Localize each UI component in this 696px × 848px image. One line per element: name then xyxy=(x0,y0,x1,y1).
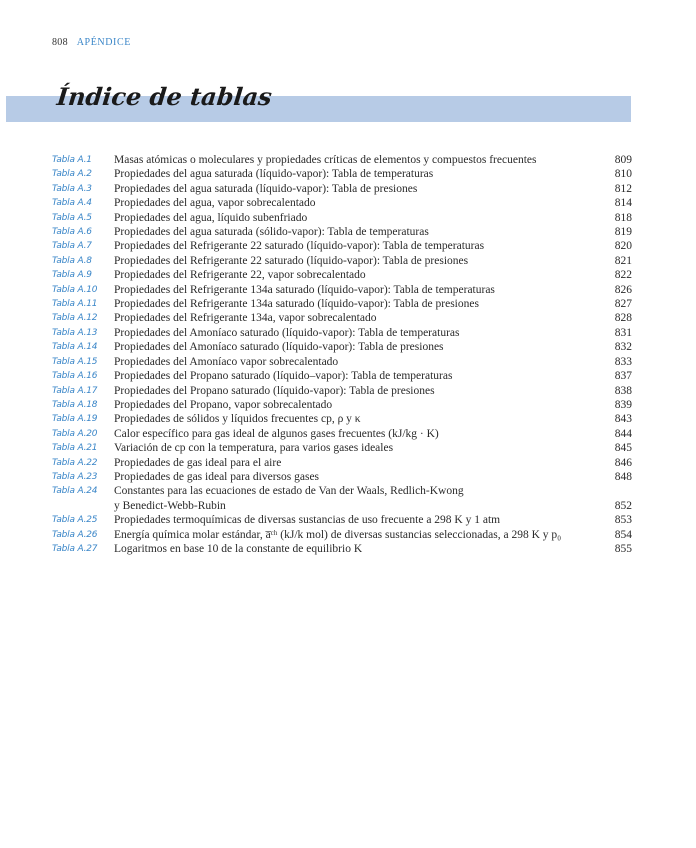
table-label: Tabla A.20 xyxy=(52,428,98,439)
table-page-number: 822 xyxy=(614,269,632,282)
toc-entry[interactable] xyxy=(52,412,632,426)
table-of-contents xyxy=(52,153,632,556)
table-page-number: 852 xyxy=(614,499,632,512)
table-title: Logaritmos en base 10 de la constante de equilibrio K xyxy=(114,542,363,555)
table-title: Propiedades del Amoníaco vapor sobrecalentado xyxy=(114,355,339,368)
table-page-number: 846 xyxy=(614,456,632,469)
running-head xyxy=(52,37,131,48)
table-title: Propiedades del Refrigerante 22, vapor sobrecalentado xyxy=(114,269,366,282)
toc-entry[interactable] xyxy=(52,182,632,196)
toc-entry[interactable] xyxy=(52,326,632,340)
table-label: Tabla A.3 xyxy=(52,183,92,194)
table-title: Propiedades del Amoníaco saturado (líquido-vapor): Tabla de presiones xyxy=(114,341,444,354)
table-label: Tabla A.17 xyxy=(52,385,98,396)
table-page-number: 832 xyxy=(614,341,632,354)
table-label: Tabla A.26 xyxy=(52,529,98,540)
toc-entry[interactable] xyxy=(52,254,632,268)
table-label: Tabla A.7 xyxy=(52,241,92,252)
table-label: Tabla A.5 xyxy=(52,212,92,223)
toc-entry[interactable] xyxy=(52,167,632,181)
table-page-number: 809 xyxy=(614,154,632,166)
toc-entry[interactable] xyxy=(52,398,632,412)
table-page-number: 818 xyxy=(614,211,632,224)
toc-entry[interactable] xyxy=(52,499,632,513)
table-page-number: 845 xyxy=(614,442,632,455)
table-title: Propiedades del Refrigerante 22 saturado (líquido-vapor): Tabla de presiones xyxy=(114,254,469,267)
table-page-number: 820 xyxy=(614,240,632,253)
table-page-number: 853 xyxy=(614,514,632,527)
toc-entry[interactable] xyxy=(52,369,632,383)
table-title: Propiedades del Refrigerante 134a saturado (líquido-vapor): Tabla de presiones xyxy=(114,298,479,311)
table-page-number: 854 xyxy=(614,528,632,541)
toc-entry[interactable] xyxy=(52,384,632,398)
table-title: Propiedades termoquímicas de diversas sustancias de uso frecuente a 298 K y 1 atm xyxy=(114,514,501,527)
toc-entry[interactable] xyxy=(52,268,632,282)
table-title: Propiedades del agua, vapor sobrecalentado xyxy=(114,197,316,210)
table-label: Tabla A.8 xyxy=(52,255,92,266)
toc-entry[interactable] xyxy=(52,340,632,354)
page-title: Índice de tablas xyxy=(55,82,274,111)
table-label: Tabla A.27 xyxy=(52,543,98,554)
toc-entry[interactable] xyxy=(52,355,632,369)
table-title: Constantes para las ecuaciones de estado de Van der Waals, Redlich-Kwong xyxy=(114,485,464,498)
table-title: Energía química molar estándar, a̅ᶜʰ (kJ/k mol) de diversas sustancias seleccionadas, a 298 K y p₀ xyxy=(114,528,562,541)
table-title: Propiedades del agua saturada (líquido-vapor): Tabla de temperaturas xyxy=(114,168,434,181)
table-title: Propiedades de gas ideal para el aire xyxy=(114,456,282,469)
table-label: Tabla A.15 xyxy=(52,356,98,367)
table-label: Tabla A.9 xyxy=(52,270,92,281)
table-page-number: 831 xyxy=(614,326,632,339)
table-label: Tabla A.10 xyxy=(52,284,98,295)
table-label: Tabla A.25 xyxy=(52,515,98,526)
table-page-number: 833 xyxy=(614,355,632,368)
table-title: Masas atómicas o moleculares y propiedades críticas de elementos y compuestos frecuentes xyxy=(114,154,537,166)
page-number: 808 xyxy=(52,37,68,48)
toc-entry[interactable] xyxy=(52,211,632,225)
toc-entry[interactable] xyxy=(52,441,632,455)
toc-entry[interactable] xyxy=(52,311,632,325)
toc-entry[interactable] xyxy=(52,153,632,167)
table-page-number: 814 xyxy=(614,197,632,210)
table-title: Propiedades del Propano saturado (líquido–vapor): Tabla de temperaturas xyxy=(114,370,453,383)
table-label: Tabla A.16 xyxy=(52,371,98,382)
table-label: Tabla A.19 xyxy=(52,414,98,425)
table-page-number: 855 xyxy=(614,542,632,555)
table-title: y Benedict-Webb-Rubin xyxy=(114,499,226,512)
toc-entry[interactable] xyxy=(52,470,632,484)
table-title: Propiedades del Refrigerante 134a, vapor sobrecalentado xyxy=(114,312,377,325)
toc-entry[interactable] xyxy=(52,513,632,527)
table-title: Propiedades de gas ideal para diversos gases xyxy=(114,470,320,483)
toc-entry[interactable] xyxy=(52,484,632,498)
table-page-number xyxy=(606,484,632,498)
table-page-number: 810 xyxy=(614,168,632,181)
table-title: Propiedades del Refrigerante 22 saturado (líquido-vapor): Tabla de temperaturas xyxy=(114,240,485,253)
toc-entry[interactable] xyxy=(52,297,632,311)
table-label: Tabla A.4 xyxy=(52,198,92,209)
table-page-number: 827 xyxy=(614,298,632,311)
table-label: Tabla A.6 xyxy=(52,227,92,238)
section-name: APÉNDICE xyxy=(76,37,131,48)
table-page-number: 819 xyxy=(614,226,632,239)
toc-entry[interactable] xyxy=(52,427,632,441)
table-page-number: 839 xyxy=(614,398,632,411)
table-label: Tabla A.11 xyxy=(52,299,98,310)
toc-entry[interactable] xyxy=(52,456,632,470)
table-label: Tabla A.14 xyxy=(52,342,98,353)
table-title: Variación de cp con la temperatura, para varios gases ideales xyxy=(114,442,394,455)
table-page-number: 844 xyxy=(614,427,632,440)
table-page-number: 848 xyxy=(614,470,632,483)
table-label: Tabla A.13 xyxy=(52,327,98,338)
toc-entry[interactable] xyxy=(52,283,632,297)
table-page-number: 812 xyxy=(614,182,632,195)
table-title: Calor específico para gas ideal de algunos gases frecuentes (kJ/kg · K) xyxy=(114,427,439,440)
table-title: Propiedades del Propano saturado (líquido-vapor): Tabla de presiones xyxy=(114,384,435,397)
table-title: Propiedades del Amoníaco saturado (líquido-vapor): Tabla de temperaturas xyxy=(114,326,460,339)
table-page-number: 821 xyxy=(614,254,632,267)
table-label: Tabla A.21 xyxy=(52,443,98,454)
table-label: Tabla A.22 xyxy=(52,457,98,468)
table-title: Propiedades del agua saturada (sólido-vapor): Tabla de temperaturas xyxy=(114,226,429,239)
table-page-number: 837 xyxy=(614,370,632,383)
toc-entry[interactable] xyxy=(52,225,632,239)
table-label: Tabla A.12 xyxy=(52,313,98,324)
toc-entry[interactable] xyxy=(52,542,632,556)
toc-entry[interactable] xyxy=(52,528,632,542)
toc-entry[interactable] xyxy=(52,239,632,253)
table-title: Propiedades de sólidos y líquidos frecuentes cp, ρ y κ xyxy=(114,413,361,426)
table-label: Tabla A.2 xyxy=(52,169,92,180)
table-title: Propiedades del Refrigerante 134a saturado (líquido-vapor): Tabla de temperaturas xyxy=(114,283,495,296)
table-label: Tabla A.18 xyxy=(52,399,98,410)
table-title: Propiedades del agua, líquido subenfriado xyxy=(114,211,308,224)
table-label: Tabla A.1 xyxy=(52,155,92,165)
table-page-number: 838 xyxy=(614,384,632,397)
table-label: Tabla A.23 xyxy=(52,471,98,482)
table-page-number: 826 xyxy=(614,283,632,296)
table-page-number: 843 xyxy=(614,413,632,426)
toc-entry[interactable] xyxy=(52,196,632,210)
table-title: Propiedades del agua saturada (líquido-vapor): Tabla de presiones xyxy=(114,182,418,195)
table-page-number: 828 xyxy=(614,312,632,325)
table-label: Tabla A.24 xyxy=(52,486,98,497)
table-title: Propiedades del Propano, vapor sobrecalentado xyxy=(114,398,333,411)
